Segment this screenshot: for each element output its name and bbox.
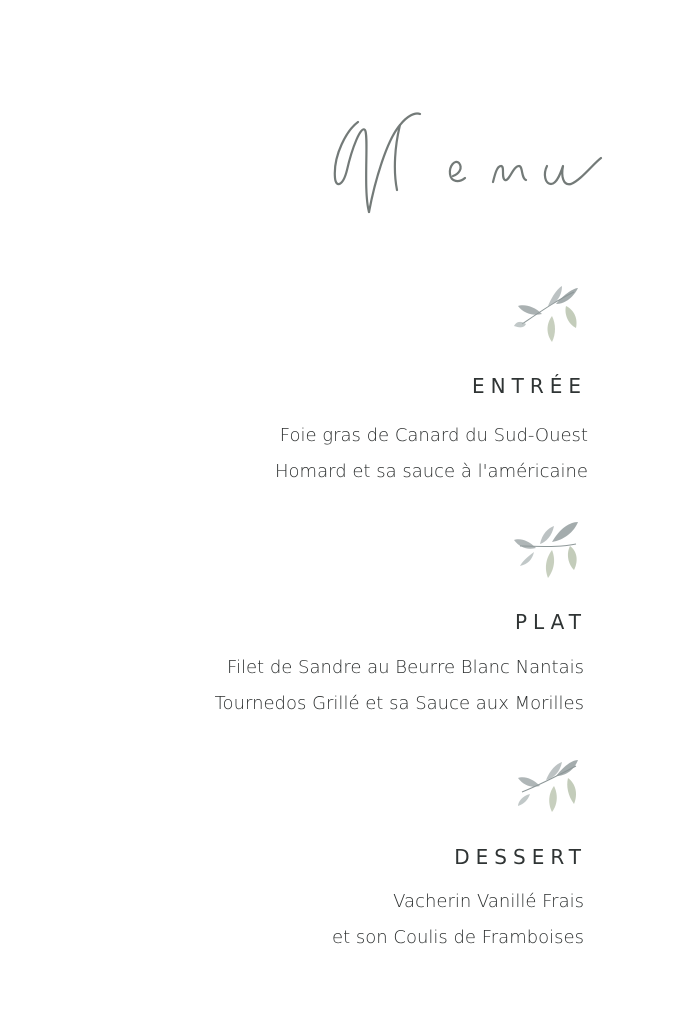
section-heading-entree: ENTRÉE (472, 374, 587, 398)
menu-item: Tournedos Grillé et sa Sauce aux Morilles (214, 693, 584, 714)
leaf-sprig-icon (512, 518, 584, 580)
section-heading-dessert: DESSERT (454, 845, 587, 869)
menu-title-text: Menu (325, 100, 328, 101)
menu-item: Homard et sa sauce à l'américaine (275, 461, 588, 482)
menu-item: Foie gras de Canard du Sud-Ouest (279, 425, 588, 446)
menu-item: Vacherin Vanillé Frais (393, 891, 584, 912)
menu-item: et son Coulis de Framboises (332, 927, 584, 948)
leaf-sprig-icon (512, 756, 584, 818)
leaf-sprig-icon (512, 282, 584, 344)
menu-item: Filet de Sandre au Beurre Blanc Nantais (226, 657, 584, 678)
section-heading-plat: PLAT (514, 610, 587, 634)
menu-script-title (325, 100, 615, 220)
